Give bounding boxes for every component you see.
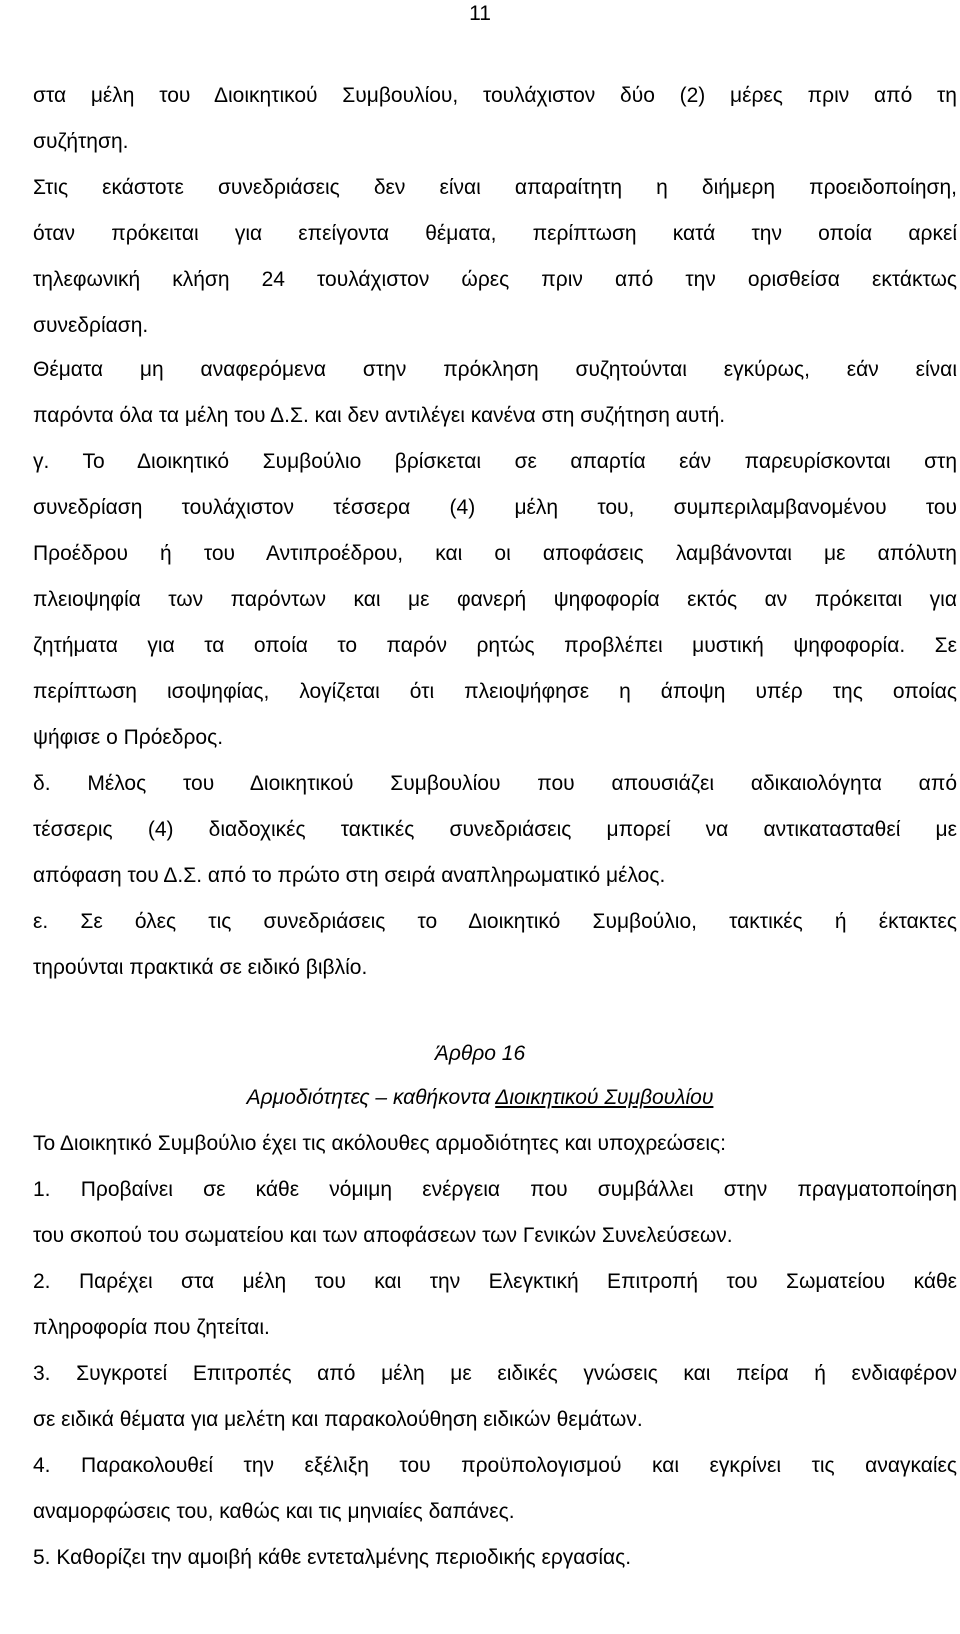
text-line: σε ειδικά θέματα για μελέτη και παρακολούθηση ειδικών θεμάτων.: [33, 1408, 643, 1431]
text-line: όταν πρόκειται για επείγοντα θέματα, περίπτωση κατά την οποία αρκεί: [33, 222, 957, 245]
article-number: Άρθρο 16: [434, 1042, 526, 1065]
text-line: αναμορφώσεις του, καθώς και τις μηνιαίες δαπάνες.: [33, 1500, 515, 1523]
text-line: τηλεφωνική κλήση 24 τουλάχιστον ώρες πριν από την ορισθείσα εκτάκτως: [33, 268, 957, 291]
text-line: του σκοπού του σωματείου και των αποφάσεων των Γενικών Συνελεύσεων.: [33, 1224, 733, 1247]
list-item: 5. Καθορίζει την αμοιβή κάθε εντεταλμένης περιοδικής εργασίας.: [33, 1546, 632, 1569]
article-title: [0, 1085, 960, 1111]
text-line: ζητήματα για τα οποία το παρόν ρητώς προβλέπει μυστική ψηφοφορία. Σε: [33, 634, 957, 657]
article-title-underlined: Διοικητικού Συμβουλίου: [495, 1086, 714, 1109]
list-item: 2. Παρέχει στα μέλη του και την Ελεγκτική Επιτροπή του Σωματείου κάθε: [33, 1270, 957, 1293]
text-line: Στις εκάστοτε συνεδριάσεις δεν είναι απαραίτητη η διήμερη προειδοποίηση,: [33, 176, 957, 199]
text-line: απόφαση του Δ.Σ. από το πρώτο στη σειρά αναπληρωματικό μέλος.: [33, 864, 666, 887]
text-line: πλειοψηφία των παρόντων και με φανερή ψηφοφορία εκτός αν πρόκειται για: [33, 588, 957, 611]
text-line: στα μέλη του Διοικητικού Συμβουλίου, τουλάχιστον δύο (2) μέρες πριν από τη: [33, 84, 957, 107]
text-line: τηρούνται πρακτικά σε ειδικό βιβλίο.: [33, 956, 368, 979]
list-item: 4. Παρακολουθεί την εξέλιξη του προϋπολογισμού και εγκρίνει τις αναγκαίες: [33, 1454, 957, 1477]
article-title-prefix: Αρμοδιότητες – καθήκοντα: [246, 1086, 496, 1109]
text-line: συνεδρίαση.: [33, 314, 149, 337]
text-line: γ. Το Διοικητικό Συμβούλιο βρίσκεται σε απαρτία εάν παρευρίσκονται στη: [33, 450, 957, 473]
text-line: Το Διοικητικό Συμβούλιο έχει τις ακόλουθες αρμοδιότητες και υποχρεώσεις:: [33, 1132, 726, 1155]
text-line: περίπτωση ισοψηφίας, λογίζεται ότι πλειοψήφησε η άποψη υπέρ της οποίας: [33, 680, 957, 703]
text-line: τέσσερις (4) διαδοχικές τακτικές συνεδριάσεις μπορεί να αντικατασταθεί με: [33, 818, 957, 841]
text-line: παρόντα όλα τα μέλη του Δ.Σ. και δεν αντιλέγει κανένα στη συζήτηση αυτή.: [33, 404, 726, 427]
text-line: ψήφισε ο Πρόεδρος.: [33, 726, 224, 749]
list-item: 1. Προβαίνει σε κάθε νόμιμη ενέργεια που συμβάλλει στην πραγματοποίηση: [33, 1178, 957, 1201]
list-item: 3. Συγκροτεί Επιτροπές από μέλη με ειδικές γνώσεις και πείρα ή ενδιαφέρον: [33, 1362, 957, 1385]
text-line: πληροφορία που ζητείται.: [33, 1316, 270, 1339]
text-line: δ. Μέλος του Διοικητικού Συμβουλίου που απουσιάζει αδικαιολόγητα από: [33, 772, 957, 795]
text-line: Προέδρου ή του Αντιπροέδρου, και οι αποφάσεις λαμβάνονται με απόλυτη: [33, 542, 957, 565]
text-line: ε. Σε όλες τις συνεδριάσεις το Διοικητικό Συμβούλιο, τακτικές ή έκτακτες: [33, 910, 957, 933]
page-number: 11: [469, 2, 491, 25]
text-line: συζήτηση.: [33, 130, 129, 153]
text-line: Θέματα μη αναφερόμενα στην πρόκληση συζητούνται εγκύρως, εάν είναι: [33, 358, 957, 381]
text-line: συνεδρίαση τουλάχιστον τέσσερα (4) μέλη του, συμπεριλαμβανομένου του: [33, 496, 957, 519]
